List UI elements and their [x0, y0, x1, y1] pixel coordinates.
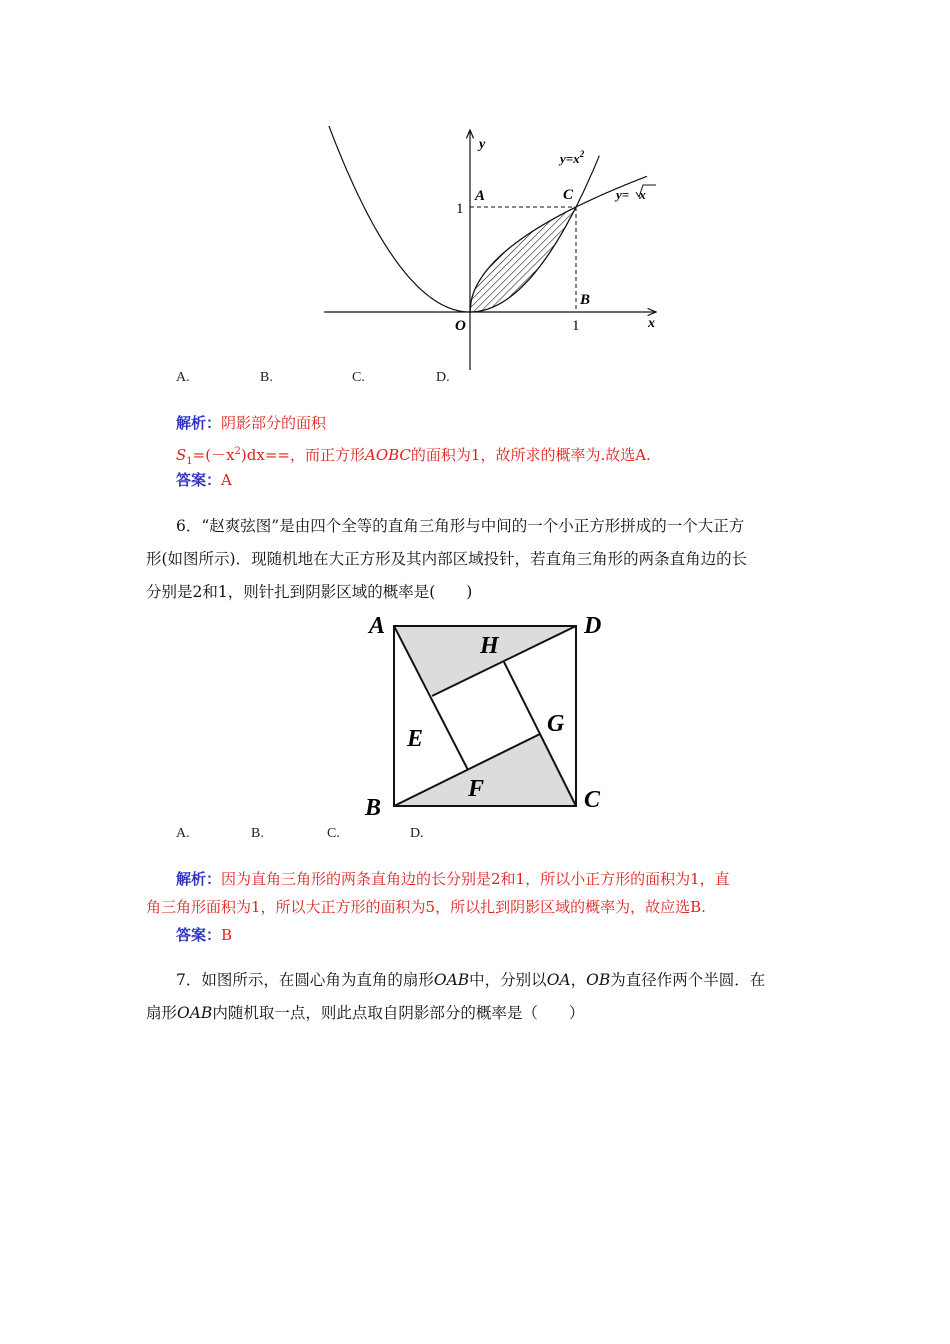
label-h: H [480, 633, 499, 659]
y-tick-label: 1 [456, 201, 464, 217]
origin-label: O [455, 318, 466, 334]
label-e: E [407, 726, 424, 752]
choice-b[interactable]: B. [260, 370, 273, 385]
formula-s: S [176, 446, 187, 464]
formula-part1: =(－x [192, 446, 235, 464]
choice-b[interactable]: B. [251, 826, 264, 841]
formula-aobc: AOBC [364, 446, 411, 464]
parabola-equation: $y=x^2$ [560, 149, 585, 166]
x-tick-label: 1 [572, 318, 580, 334]
q5-formula [176, 441, 651, 473]
analysis-label: 解析： [176, 414, 222, 432]
point-c-label: C [563, 187, 574, 203]
point-a-label: A [475, 188, 486, 204]
formula-sup: 2 [234, 446, 241, 457]
x-axis-label: x [648, 316, 655, 331]
choice-a[interactable]: A. [176, 826, 190, 841]
label-g: G [547, 711, 565, 737]
choice-c[interactable]: C. [327, 826, 340, 841]
q6-analysis-cont: 角三角形面积为1，所以大正方形的面积为5，所以扎到阴影区域的概率为，故应选B. [146, 898, 706, 916]
label-a: A [369, 613, 386, 639]
q6-stem [146, 510, 747, 609]
label-f: F [468, 776, 485, 802]
area-between-curves-figure [318, 126, 670, 374]
label-d: D [584, 613, 602, 639]
q6-line3: 分别是2和1，则针扎到阴影区域的概率是( ) [146, 583, 473, 601]
q7-stem [146, 964, 765, 1030]
sqrt-equation: y= x [616, 187, 646, 202]
formula-part2: )dx==，而正方形 [240, 446, 365, 464]
q6-line2: 形(如图所示)．现随机地在大正方形及其内部区域投针，若直角三角形的两条直角边的长 [146, 550, 748, 568]
q7-line1: 7．如图所示，在圆心角为直角的扇形OAB中，分别以OA，OB为直径作两个半圆．在 [176, 971, 766, 989]
choice-c[interactable]: C. [352, 370, 365, 385]
choice-d[interactable]: D. [410, 826, 424, 841]
q6-choices [0, 826, 950, 846]
q5-choices [0, 370, 950, 390]
q6-analysis [176, 868, 730, 890]
shaded-region [470, 207, 576, 312]
analysis-line1: 因为直角三角形的两条直角边的长分别是2和1，所以小正方形的面积为1，直 [221, 870, 730, 888]
analysis-text: 阴影部分的面积 [221, 414, 327, 432]
y-axis-label: y [479, 137, 486, 152]
formula-sub: 1 [186, 456, 193, 467]
label-b: B [365, 795, 382, 821]
q7-line2: 扇形OAB内随机取一点，则此点取自阴影部分的概率是（ ） [146, 1004, 585, 1022]
q6-line1: 6．“赵爽弦图”是由四个全等的直角三角形与中间的一个小正方形拼成的一个大正方 [176, 517, 745, 535]
answer-value: B [221, 926, 233, 944]
q5-answer [176, 469, 232, 491]
q6-answer [176, 924, 232, 946]
point-b-label: B [580, 292, 591, 308]
analysis-label: 解析： [176, 870, 222, 888]
q5-analysis [176, 412, 326, 434]
zhao-shuang-diagram [360, 606, 616, 824]
label-c: C [584, 787, 601, 813]
answer-label: 答案： [176, 471, 222, 489]
formula-part3: 的面积为1，故所求的概率为.故选A. [410, 446, 651, 464]
choice-a[interactable]: A. [176, 370, 190, 385]
choice-d[interactable]: D. [436, 370, 450, 385]
answer-label: 答案： [176, 926, 222, 944]
answer-value: A [221, 471, 232, 489]
